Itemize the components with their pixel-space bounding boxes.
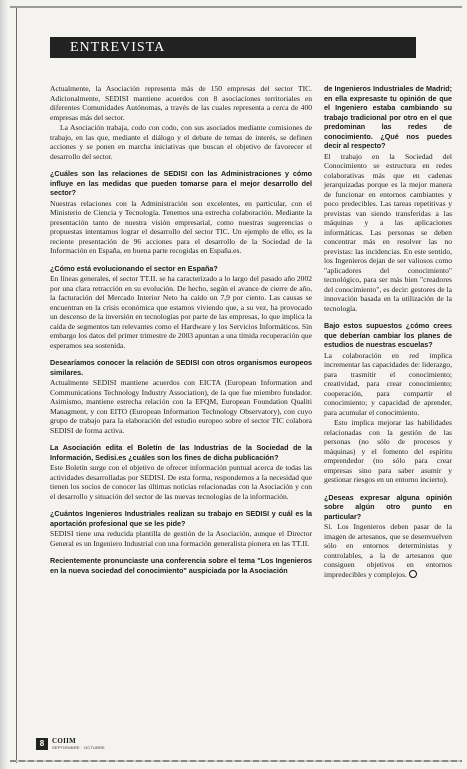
- question-6: Recientemente pronunciaste una conferencia sobre el tema "Los Ingenieros en la nueva sociedad del conocimiento" auspiciada por la Asociación: [50, 556, 312, 575]
- answer-1: Nuestras relaciones con la Administración son excelentes, en particular, con el Ministerio de Ciencia y Tecnología. Tenemos una estrecha colaboración. Mediante la presentación tanto de nuestra visión empresarial, como nuestras sugerencias o propuestas intentamos lograr el desarrollo del sector TIC. Un ejemplo de ello, es la reciente presentación de 96 acciones para el desarrollo de la Sociedad de la Información en España, en buena parte recogidas en España.es.: [50, 198, 312, 255]
- answer-2: En líneas generales, el sector TT.II. se ha caracterizado a lo largo del pasado año 2002 por una clara retracción en su evolución. De hecho, según el avance de cierre de año, la facturación del Mercado Interior Neto ha caído un 7,9 por ciento. Las causas se encuentran en la crisis económica que estamos viviendo que, a su vez, ha provocado un descenso de la inversión en tecnologías por parte de las empresas, lo que implica la caída de segmentos tan relevantes como el Hardware y los Servicios Informáticos. Sin embargo los datos del primer trimestre de 2003 apuntan a una tímida recuperación que esperamos sea sostenida.: [50, 274, 312, 350]
- section-header-bar: [50, 37, 416, 58]
- question-6-continued: de Ingenieros Industriales de Madrid; en ella expresaste tu opinión de que el Ingeniero estaba cambiando su trabajo tradicional por otro en el que predominan las redes de conocimiento. ¿Qué nos puedes decir al respecto?: [324, 84, 452, 150]
- left-column: [50, 84, 312, 576]
- intro-paragraph-2: La Asociación trabaja, codo con codo, con sus asociados mediante comisiones de trabajo, en las que, mediante el diálogo y el debate de temas de interés, se definen acciones y se ponen en marcha iniciativas que buscan el objetivo de favorecer el desarrollo del sector.: [50, 123, 312, 161]
- magazine-name: COIIM: [52, 737, 77, 745]
- answer-5: SEDISI tiene una reducida plantilla de gestión de la Asociación, aunque el Director General es un Ingeniero Industrial con una formación generalista pionera en las TT.II.: [50, 529, 312, 548]
- issue-date: SEPTIEMBRE · OCTUBRE: [52, 745, 105, 750]
- answer-8: [324, 522, 452, 579]
- question-7: Bajo estos supuestos ¿cómo crees que deberían cambiar los planes de estudios de nuestras escuelas?: [324, 321, 452, 349]
- section-title: ENTREVISTA: [70, 40, 166, 55]
- intro-paragraph-1: Actualmente, la Asociación representa más de 150 empresas del sector TIC. Adicionalmente, SEDISI mantiene acuerdos con 8 asociaciones territoriales en diferentes Comunidades Autónomas, a través de las cuales representa a cerca de 400 empresas más del sector.: [50, 84, 312, 122]
- answer-7: La colaboración en red implica incrementar las capacidades de: liderazgo, para trasmitir el conocimiento; creatividad, para crear conocimiento; cooperación, para compartir el conocimiento; y capacidad de aprender, para acumular el conocimiento.: [324, 350, 452, 417]
- question-4: La Asociación edita el Boletín de las Industrias de la Sociedad de la Información, Sedisi.es ¿cuáles son los fines de dicha publicación?: [50, 443, 312, 462]
- question-2: ¿Cómo está evolucionando el sector en España?: [50, 263, 218, 273]
- right-column: [324, 84, 452, 580]
- question-1: ¿Cuáles son las relaciones de SEDISI con las Administraciones y cómo influye en las medidas que pueden tomarse para el mejor desarrollo del sector?: [50, 169, 312, 197]
- page-number: 8: [36, 738, 48, 750]
- question-8: ¿Deseas expresar alguna opinión sobre algún otro punto en particular?: [324, 492, 452, 521]
- end-of-article-icon: [409, 570, 417, 578]
- binding-line: [16, 6, 17, 763]
- answer-7-continued: Esto implica mejorar las habilidades relacionadas con la gestión de las personas (no sólo de procesos y máquinas) y el fomento del espíritu emprendedor (no sólo para crear empresas sino para saber asumir y gestionar riesgos en un entorno incierto).: [324, 418, 452, 484]
- scan-shadow: [0, 0, 9, 769]
- answer-4: Este Boletín surge con el objetivo de ofrecer información puntual acerca de todas las actividades desarrolladas por SEDISI. De esta forma, respondemos a la necesidad que tienen los socios de conocer las últimas noticias relacionadas con la Asociación y con el desarrollo y situación del sector de las nuevas tecnologías de la información.: [50, 463, 312, 501]
- question-3: Desearíamos conocer la relación de SEDISI con otros organismos europeos similares.: [50, 358, 312, 377]
- answer-3: Actualmente SEDISI mantiene acuerdos con EICTA (European Information and Communications Technology Industry Association), de la que fue miembro fundador. Asimismo, mantiene estrecha relación con la EFQM, European Foundation Qualiti Managment, y con EITO (European Information Technology Observatory), con cuyo grupo de trabajo para la elaboración del estudio europeo sobre el sector TIC colabora SEDISI de forma activa.: [50, 378, 312, 435]
- page-footer: [36, 738, 116, 752]
- answer-6: El trabajo en la Sociedad del Conocimiento se estructura en redes colaborativas más que en cadenas jerarquizadas porque es la mejor manera de funcionar en entornos cambiantes y poco predecibles. Las tareas repetitivas y previstas van siendo transferidas a las máquinas y a las aplicaciones informáticas. Las personas se deben concentrar más en resolver las no previstas: las incidencias. En este sentido, los Ingenieros dejan de ser valiosos como "aplicadores del conocimiento" tecnológico, para ser más bien "creadores del conocimiento", es decir: gestores de la innovación basada en la utilización de la tecnología.: [324, 151, 452, 313]
- answer-8-text: Sí. Los Ingenieros deben pasar de la imagen de artesanos, que se desenvuelven sólo en entornos deterministas y controlables, a la de artesanos que consiguen objetivos en entornos impredecibles y complejos.: [324, 522, 452, 579]
- question-5: ¿Cuántos Ingenieros Industriales realizan su trabajo en SEDISI y cuál es la aportación profesional que se les pide?: [50, 509, 312, 528]
- top-rule: [10, 6, 462, 8]
- bottom-rule: [10, 760, 462, 762]
